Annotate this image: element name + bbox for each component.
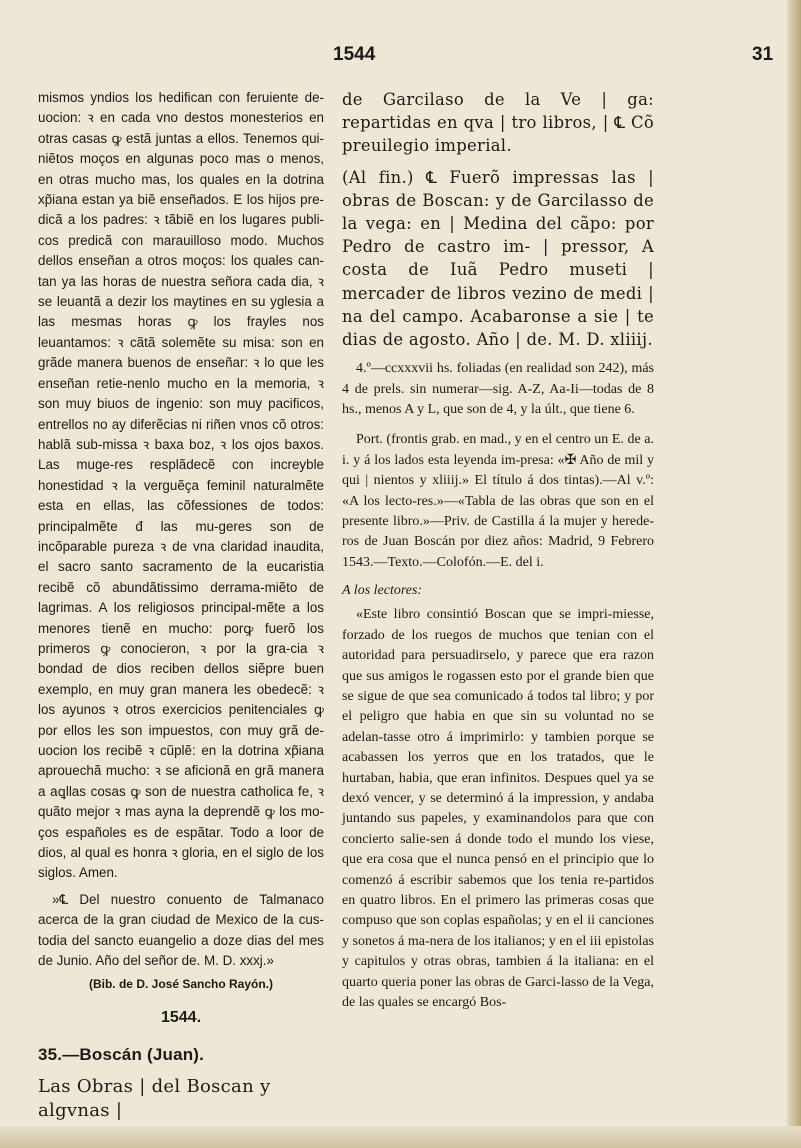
running-header: [0, 44, 801, 74]
entry-heading: 35.—Boscán (Juan).: [38, 1045, 205, 1065]
year-heading: 1544.: [160, 1009, 202, 1027]
letter-text: mismos yndios los hedifican con feruiente de-uocion: ꝛ en cada vno destos monesterios en otras casas ꝙ estã juntas a ellos. Tenemos qui-niẽtos moços en algunas poco mas o menos, en otras mucho mas, los quales en la dotrina xp̃iana estan ya biẽ enseñados. E los hijos pre-dicã a los padres: ꝛ tãbiẽ en los lugares publi-cos predicã con marauilloso modo. Muchos dellos enseñan a otros moços: los quales can-tan ya las horas de nuestra señora cada dia, ꝛ se leuantã a dezir los maytines en su yglesia a las mesmas horas ꝙ los frayles nos leuantamos: ꝛ cãtã solemẽte su misa: son en grãde manera buenos de enseñar: ꝛ lo que les enseñan retie-nenlo mucho en la memoria, ꝛ son muy biuos de ingenio: son muy pacificos, entrellos no ay diferẽcias ni riñen vnos cõ otros: hablã sub-missa ꝛ baxa boz, ꝛ los ojos baxos. Las muge-res resplãdecẽ con increyble honestidad ꝛ la verguẽça feminil naturalmẽte esta en ellas, las cõfessiones de todos: principalmẽte đ las mu-geres son de incõparable pureza ꝛ de vna claridad inaudita, el sacro santo sacramento de la eucaristia recibẽ cõ abundãtissimo derrama-miẽto de lagrimas. A los religiosos principal-mẽte a los menores tienẽ en mucho: porꝙ fuerõ los primeros ꝙ conocieron, ꝛ por la gra-cia ꝛ bondad de dios reciben dellos siẽpre buen exemplo, en muy gran manera les obedecẽ: ꝛ los ayunos ꝛ otros exercicios penitenciales ꝙ por ellos les son impuestos, con muy grã de-uocion los recibẽ ꝛ cũplẽ: en la dotrina xp̃iana aprouechã mucho: ꝛ se aficionã en grã manera a aꝗllas cosas ꝙ son de nuestra catholica fe, ꝛ quãto mejor ꝛ mas ayna la deprendẽ ꝙ los mo-ços españoles es de espãtar. Todo a loor de dios, al qual es honra ꝛ gloria, en el siglo de los siglos. Amen.: [38, 90, 324, 881]
preface-subheading: A los lectores:: [342, 583, 423, 599]
colophon-text: (Al fin.) ℄ Fuerõ impressas las | obras de Boscan: y de Garcilasso de la vega: en | Medina del cãpo: por Pedro de castro im- | pressor, A costa de Iuã Pedro museti | mercader de libros vezino de medi | na del campo. Acabaronse a sie | te dias de agosto. Año | de. M. D. xliiij.: [342, 167, 654, 350]
header-year: 1544: [333, 44, 376, 65]
page-number: 31: [752, 44, 774, 65]
preface-text: «Este libro consintió Boscan que se impri-miesse, forzado de los ruegos de muchos que tenian con el autoridad para persuadirselo, y parece que era razon que sus amigos le rogassen esto por el grande bien que se sigue de que sea comunicado á todos tal libro; y por el peligro que habia en que sin su voluntad no se adelan-tasse otro á imprimirlo: y tambien porque se acabassen los yerros que en los tratados, que le hurtaban, habia, que eran infinitos. Despues quel ya se dexó vencer, y se determinó á la impression, y andaba juntando sus papeles, y examinandolos para que con concierto salie-sen á donde todo el mundo los viese, que era cosa que el nunca pensó en el principio que lo comenzó á escribir sabemos que los tenia re-partidos en quatro libros. En el primero las primeras cosas que compuso que son coplas españolas; y en el ii canciones y sonetos á ma-nera de los italianos; y en el iii epistolas y capitulos y otras obras, tambien á la italiana: en el quarto queria poner las obras de Garci-lasso de la Vega, de las quales se encargó Bos-: [342, 607, 654, 1011]
page-edge: [787, 0, 801, 1148]
letter-closing: »℄ Del nuestro conuento de Talmanaco acerca de la gran ciudad de Mexico de la cus-todia del sancto euangelio a doze dias del mes de Junio. Año del señor de. M. D. xxxj.»: [38, 891, 324, 969]
page-bottom-edge: [0, 1126, 801, 1148]
source-citation: (Bib. de D. José Sancho Rayón.): [88, 977, 274, 992]
contents-note: Port. (frontis grab. en mad., y en el centro un E. de a. i. y á los lados esta leyenda im-presa: «✠ Año de mil y qui | nientos y xliiij.» El título á dos tintas).—Al v.º: «A los lecto-res.»—«Tabla de las obras que son en el presente libro.»—Priv. de Castilla á la mujer y herede-ros de Juan Boscán por diez años: Madrid, 9 Febrero 1543.—Texto.—Colofón.—E. del i.: [342, 432, 654, 570]
book-title-continued: de Garcilaso de la Ve | ga: repartidas en qva | tro libros, | ℄ Cõ preuilegio imperial.: [342, 90, 654, 156]
book-title-line: Las Obras | del Boscan y algvnas |: [38, 1076, 271, 1122]
collation-note: 4.º—ccxxxvii hs. foliadas (en realidad son 242), más 4 de prels. sin numerar—sig. A-Z, Aa-Ii—todas de 8 hs., menos A y L, que son de 4, y la últ., que tiene 6.: [342, 361, 654, 418]
right-column: [342, 88, 654, 1023]
left-column: [38, 88, 324, 1123]
